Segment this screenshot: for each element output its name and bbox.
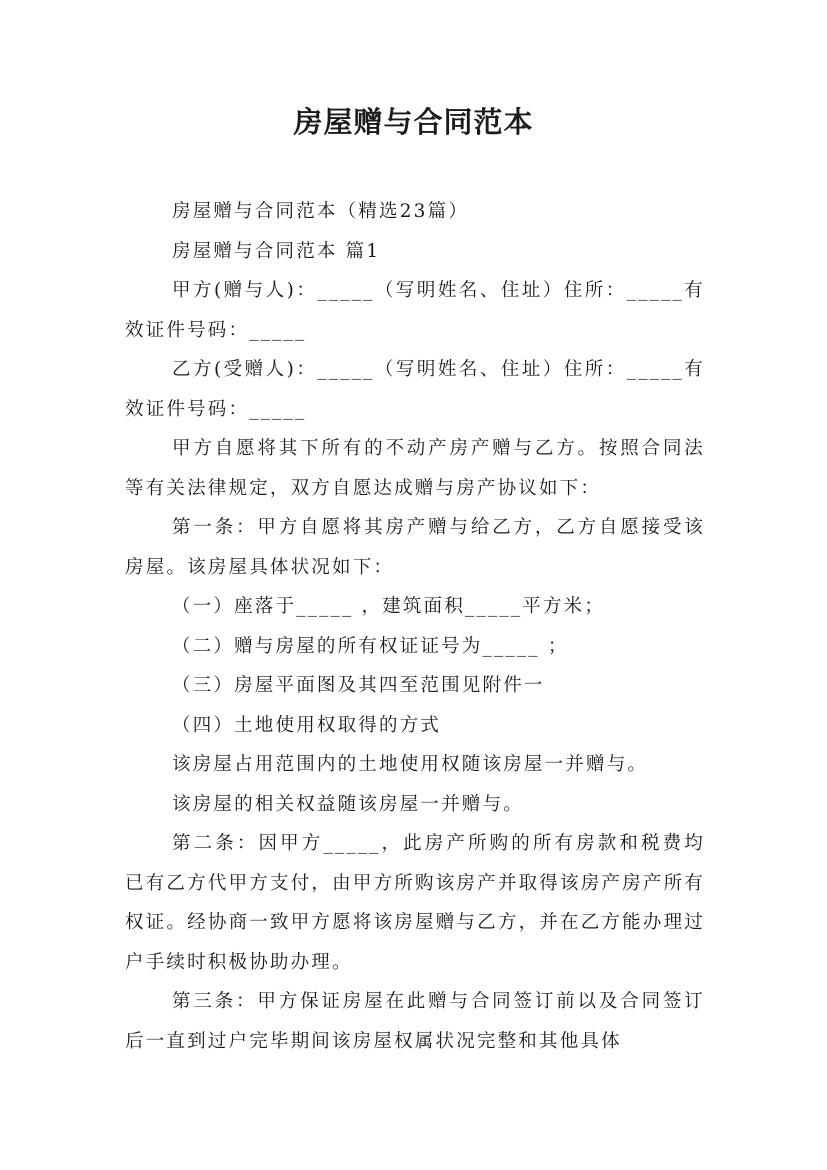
party-b-line: 乙方(受赠人)：_____（写明姓名、住址）住所：_____有效证件号码：_____	[125, 359, 705, 420]
land-use-paragraph: 该房屋占用范围内的土地使用权随该房屋一并赠与。	[172, 754, 649, 775]
party-a-line: 甲方(赠与人)：_____（写明姓名、住址）住所：_____有效证件号码：_____	[125, 280, 705, 341]
article-1-item-2: （二）赠与房屋的所有权证证号为_____ ；	[172, 635, 569, 657]
subtitle-line: 房屋赠与合同范本（精选23篇）	[172, 201, 470, 222]
article-1-item-1: （一）座落于_____ ，建筑面积_____平方米；	[172, 596, 606, 617]
article-3: 第三条：甲方保证房屋在此赠与合同签订前以及合同签订后一直到过户完毕期间该房屋权属状况完整和其他具体	[125, 991, 705, 1052]
section-heading: 房屋赠与合同范本 篇1	[172, 240, 381, 262]
article-1: 第一条：甲方自愿将其房产赠与给乙方，乙方自愿接受该房屋。该房屋具体状况如下：	[125, 517, 705, 578]
article-2: 第二条：因甲方_____，此房产所购的所有房款和税费均已有乙方代甲方支付，由甲方所购该房产并取得该房产房产所有权证。经协商一致甲方愿将该房屋赠与乙方，并在乙方能办理过户手续时积极协助办理。	[125, 833, 705, 973]
article-1-item-3: （三）房屋平面图及其四至范围见附件一	[172, 675, 545, 696]
rights-paragraph: 该房屋的相关权益随该房屋一并赠与。	[172, 793, 524, 815]
document-body	[125, 192, 705, 1061]
article-1-item-4: （四）土地使用权取得的方式	[172, 714, 442, 736]
document-title: 房屋赠与合同范本	[293, 105, 534, 139]
intro-paragraph: 甲方自愿将其下所有的不动产房产赠与乙方。按照合同法等有关法律规定，双方自愿达成赠与房产协议如下：	[125, 438, 705, 499]
